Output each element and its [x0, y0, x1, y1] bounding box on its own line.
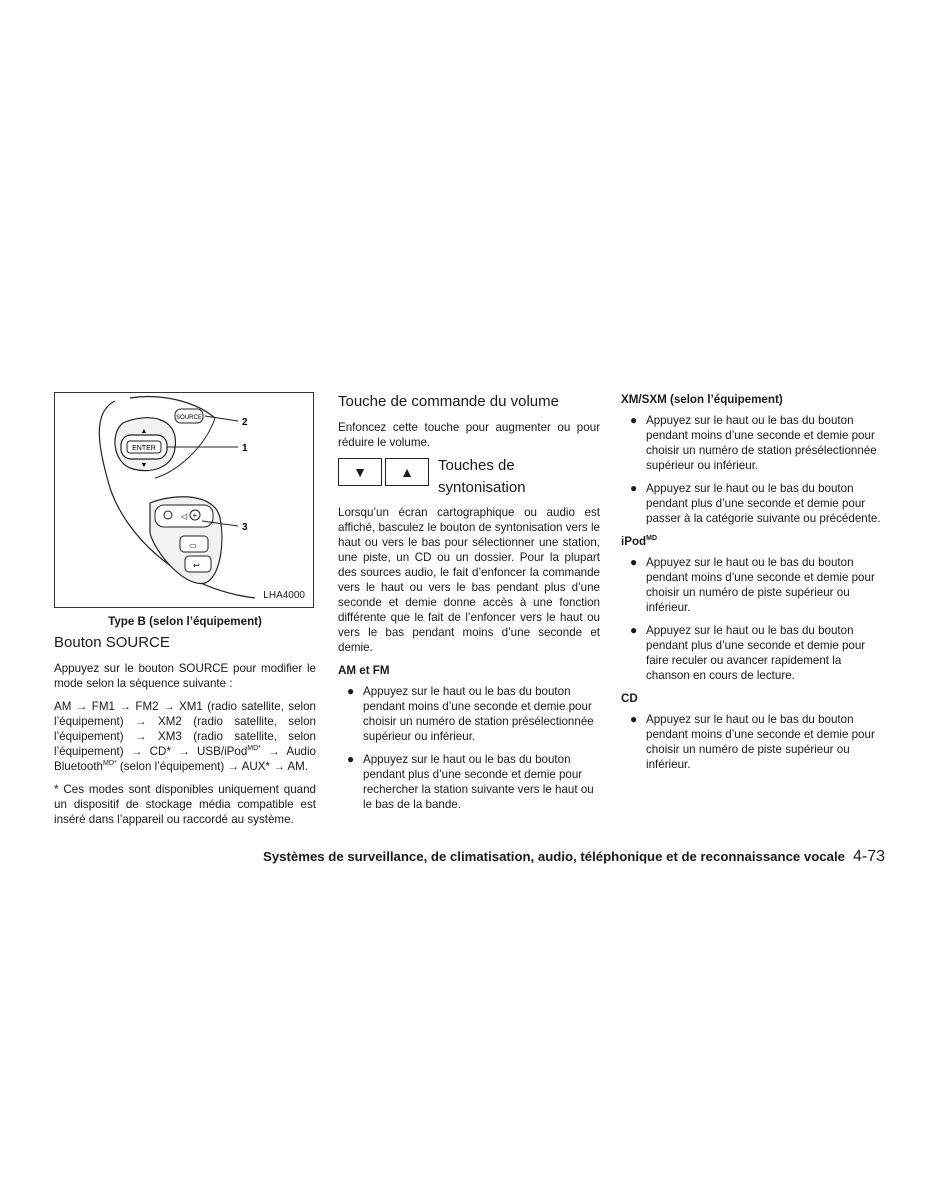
column-right: [621, 392, 883, 780]
steering-switch-drawing: [55, 393, 313, 607]
list-item: ● Appuyez sur le haut ou le bas du bouton pendant moins d’une seconde et demie pour choisir un numéro de station présélectionnée supérieur ou inférieur.: [347, 684, 594, 743]
xm-heading: XM/SXM (selon l’équipement): [621, 393, 783, 406]
tune-up-icon: ▲: [385, 458, 429, 486]
cd-list: [621, 712, 883, 772]
amfm-heading: AM et FM: [338, 664, 390, 677]
list-item: ● Appuyez sur le haut ou le bas du bouton pendant moins d’une seconde et demie pour choisir un numéro de station présélectionnée supérieur ou inférieur.: [630, 413, 877, 472]
column-left: [54, 392, 316, 835]
source-sequence: AM → FM1 → FM2 → XM1 (radio satellite, selon l’équipement) → XM2 (radio satellite, selon l’équipement) → XM3 (radio satellite, selon l’équipement) → CD* → USB/iPod$^{MD*}$ → Audio Bluetooth$^{MD*}$ (selon l’équipement) → AUX* → AM.: [54, 700, 316, 773]
list-item: ● Appuyez sur le haut ou le bas du bouton pendant moins d’une seconde et demie pour choisir un numéro de piste supérieur ou inférieur.: [630, 712, 875, 771]
xm-list: [621, 413, 883, 526]
source-footnote: * Ces modes sont disponibles uniquement quand un dispositif de stockage média compatible est inséré dans l’appareil ou raccordé au système.: [54, 783, 316, 826]
source-button-heading: Bouton SOURCE: [54, 634, 170, 651]
tuning-heading-row: [338, 458, 600, 499]
figure-caption: Type B (selon l’équipement): [108, 615, 262, 628]
source-button-label: SOURCE: [176, 415, 202, 421]
speaker-icon: ◁: [181, 512, 188, 521]
callout-2: 2: [242, 417, 248, 428]
enter-button-label: ENTER: [132, 445, 156, 452]
amfm-list: [338, 684, 600, 812]
display-icon: ▭: [189, 541, 197, 550]
list-item: ● Appuyez sur le haut ou le bas du bouton pendant moins d’une seconde et demie pour choisir un numéro de piste supérieur ou inférieur.: [630, 555, 875, 614]
footer-title: Systèmes de surveillance, de climatisation, audio, téléphonique et de reconnaissance vocale: [263, 849, 845, 864]
list-item: ● Appuyez sur le haut ou le bas du bouton pendant plus d’une seconde et demie pour passer à la catégorie suivante ou précédente.: [630, 481, 881, 525]
callout-1: 1: [242, 443, 248, 454]
tune-down-icon: ▼: [338, 458, 382, 486]
volume-text: Enfoncez cette touche pour augmenter ou pour réduire le volume.: [338, 421, 600, 449]
up-arrow-icon: ▲: [140, 428, 148, 435]
figure-code: LHA4000: [263, 590, 305, 601]
list-item: ● Appuyez sur le haut ou le bas du bouton pendant plus d’une seconde et demie pour rechercher la station suivante vers le haut ou le bas de la bande.: [347, 752, 594, 811]
down-arrow-icon: ▼: [140, 462, 148, 469]
tuning-text: Lorsqu’un écran cartographique ou audio est affiché, basculez le bouton de syntonisation vers le haut ou vers le bas pour sélectionner une station, une piste, un CD ou un dossier. Pour la plupart des sources audio, le fait d’enfoncer la commande vers le haut ou vers le bas pendant plus d’une seconde et demie donne accès à une fonction différente que le fait de l’enfoncer vers le haut ou vers le bas pendant moins d’une seconde et demie.: [338, 506, 600, 654]
back-icon: ↩: [193, 561, 200, 570]
cd-heading: CD: [621, 692, 638, 705]
tuning-heading: Touches de syntonisation: [438, 457, 526, 496]
steering-switch-figure: [54, 392, 314, 608]
page-footer: [230, 848, 885, 866]
page-number: 4-73: [852, 848, 885, 865]
column-middle: [338, 392, 600, 820]
source-intro: Appuyez sur le bouton SOURCE pour modifier le mode selon la séquence suivante :: [54, 662, 316, 690]
callout-3: 3: [242, 522, 248, 533]
volume-heading: Touche de commande du volume: [338, 393, 559, 410]
svg-text:+: +: [192, 511, 198, 520]
ipod-heading: iPod$^{MD}$: [621, 535, 658, 548]
list-item: ● Appuyez sur le haut ou le bas du bouton pendant plus d’une seconde et demie pour faire reculer ou avancer rapidement la chanson en cours de lecture.: [630, 623, 866, 682]
ipod-list: [621, 555, 883, 683]
